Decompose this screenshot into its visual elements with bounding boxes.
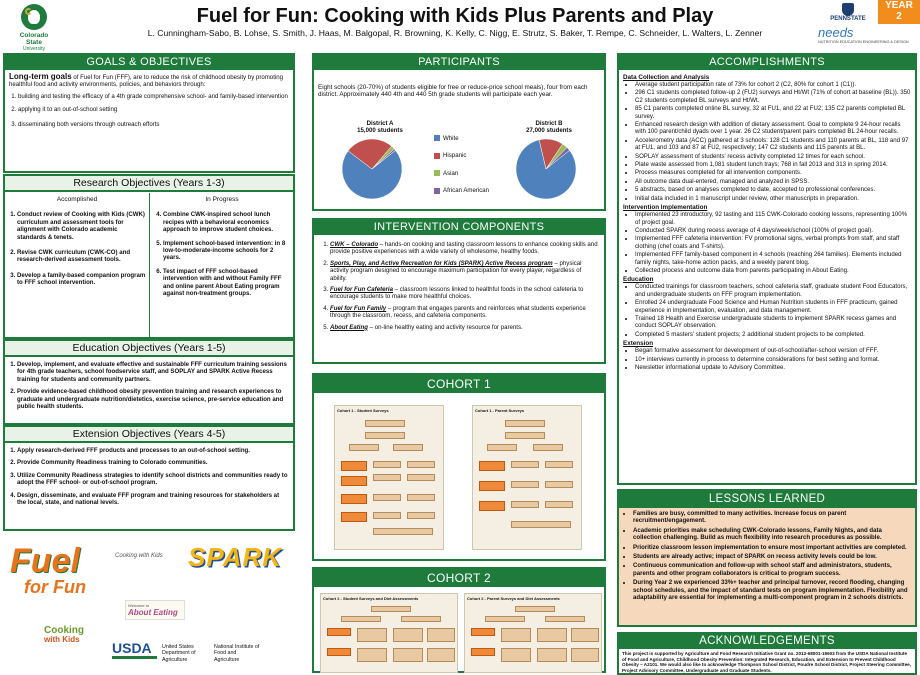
legend-swatch — [434, 135, 440, 141]
intervention-item — [330, 305, 598, 320]
needs-text: needs — [818, 25, 854, 40]
legend-label: Asian — [443, 169, 459, 177]
accomplished-item: 2. Revise CWK curriculum (CWK-CO) and research-derived assessment tools. — [17, 249, 146, 264]
accomplishments-section-heading: Data Collection and Analysis — [623, 74, 710, 81]
accomplishment-item: • Enhanced research design with addition of dietary assessment. Goal to complete 9 24-hour recalls with 100 parent/child dyads over 1 year. 26 C2 student/parent pairs completed BL 24-hour recalls. — [635, 121, 911, 136]
shield-icon — [842, 3, 854, 16]
flow-box — [393, 444, 423, 451]
participants-panel — [312, 53, 606, 211]
flow-box — [471, 628, 495, 636]
flow-box — [487, 444, 517, 451]
longterm-lead: Long-term goals — [9, 72, 72, 81]
flow-box — [373, 461, 401, 468]
flow-box — [365, 432, 405, 439]
participants-title: PARTICIPANTS — [314, 55, 604, 70]
cohort2-panel — [312, 567, 606, 673]
accomplishment-item: • Implemented FFF family-based component in 4 schools (reaching 264 families). Elements included family nights, take-home action packs, and a weekly parent blog. — [635, 251, 911, 266]
usda-agency-text: United States Department of Agriculture — [162, 644, 196, 663]
accomplishment-item: • SOPLAY assessment of students' recess activity completed 12 times for each school. — [635, 153, 911, 160]
figure-caption: Cohort 2 - Student Surveys and Diet Assessments — [323, 596, 419, 601]
flow-box — [373, 512, 401, 519]
flow-box — [501, 628, 531, 642]
intervention-item-desc: – physical activity program designed to encourage maximum participation for every player, regardless of ability. — [330, 259, 582, 282]
intervention-item-name: About Eating — [330, 323, 368, 331]
needs-subtext: NUTRITION EDUCATION ENGINEERING & DESIGN — [818, 40, 909, 44]
accomplishment-item: • Trained 18 Health and Exercise undergraduate students to implement SPARK recess games and conduct SOPLAY observation. — [635, 315, 911, 330]
flow-box — [407, 461, 435, 468]
flow-box — [341, 512, 367, 522]
about-eating-text: About Eating — [128, 608, 178, 617]
accomplishments-section-heading: Extension — [623, 340, 654, 348]
csu-logo-sub: University — [23, 46, 45, 52]
lessons-title: LESSONS LEARNED — [619, 491, 915, 508]
lessons-list — [619, 508, 915, 601]
participants-text: Eight schools (20-70%) of students eligible for free or reduce-price school meals), four from each district. Approximately 440 4th and 440 5th grade students will participate each year. — [318, 84, 588, 99]
flow-box — [357, 648, 387, 662]
lesson-item: • Continuous communication and follow-up with school staff and administrators, students, parents and other program collaborators is critical to program success. — [633, 562, 911, 577]
csu-logo-text: Colorado State — [19, 32, 49, 46]
flow-box — [327, 628, 351, 636]
goal-item: 1. building and testing the efficacy of a 4th grade comprehensive school- and family-based intervention — [18, 93, 289, 100]
intervention-item-desc: – classroom lessons linked to healthful foods in the school cafeteria to encourage students to make more healthful choices. — [330, 286, 584, 301]
cwk-small-text: Cooking with Kids — [115, 553, 163, 559]
intervention-panel — [312, 218, 606, 364]
flow-box — [401, 616, 441, 622]
accomplishment-item: • Plate waste assessed from 1,081 student lunch trays; 768 in fall 2013 and 313 in spring 2014. — [635, 161, 911, 168]
inprogress-label: In Progress — [205, 196, 239, 203]
research-accomplished-col — [5, 193, 150, 337]
year-label: YEAR — [885, 0, 913, 11]
legend-label: African American — [443, 187, 490, 195]
figure-caption: Cohort 1 - Student Surveys — [337, 408, 389, 413]
fuel-text: Fuel — [10, 542, 80, 580]
accomplishment-item: • Began formative assessment for development of out-of-school/after-school version of FFF. — [635, 347, 911, 354]
flow-box — [511, 461, 539, 468]
intervention-item-name: Sports, Play, and Active Recreation for Kids (SPARK) Active Recess program — [330, 259, 553, 267]
flow-box — [373, 528, 433, 535]
extension-item: 3. Utilize Community Readiness strategies to identify school districts and communities ready to adopt the FFF school- or out-of-school program. — [17, 472, 289, 487]
cohort1-student-figure — [334, 405, 444, 550]
goals-title: GOALS & OBJECTIVES — [5, 55, 293, 70]
longterm-goals — [9, 73, 289, 89]
flow-box — [407, 474, 435, 481]
goals-panel — [3, 53, 295, 173]
accomplishment-item: • 296 C1 students completed follow-up 2 (FU2) surveys and Ht/Wt (71% of cohort at baseline (BL)). 350 C2 students completed BL surveys and Ht/Wt. — [635, 89, 911, 104]
accomplishment-item: • Newsletter informational update to Advisory Committee. — [635, 364, 911, 371]
intervention-item — [330, 286, 598, 301]
lesson-item: • Prioritize classroom lesson implementation to ensure most important activities are completed. — [633, 544, 911, 551]
intervention-item-desc: – program that engages parents and reinforces what students experience through the classroom, recess, and cafeteria components. — [330, 304, 586, 320]
flow-box — [349, 444, 379, 451]
cwk-small-logo — [115, 553, 175, 559]
flow-box — [373, 494, 401, 501]
flow-box — [371, 606, 411, 612]
flow-box — [485, 616, 525, 622]
legend-swatch — [434, 188, 440, 194]
lessons-panel — [617, 489, 917, 627]
pie-legend — [434, 135, 514, 195]
acknowledgements-title: ACKNOWLEDGEMENTS — [619, 634, 915, 649]
education-item: 1. Develop, implement, and evaluate effective and sustainable FFF curriculum training sessions for 4th grade teachers, school foodservice staff, and SOPLAY and SPARK Active Recess training for students and community partners. — [17, 361, 289, 383]
cohort1-parent-figure — [472, 405, 582, 550]
flow-box — [427, 648, 455, 662]
inprogress-item: 5. Implement school-based intervention: in 8 low-to-moderate-income schools for 2 years. — [163, 240, 290, 262]
page-title: Fuel for Fun: Cooking with Kids Plus Parents and Play — [196, 5, 714, 27]
flow-box — [515, 606, 555, 612]
nifa-agency-text: National Institute of Food and Agriculture — [214, 644, 260, 663]
inprogress-item: 6. Test impact of FFF school-based intervention with and without Family FFF and online parent About Eating program against non-treatment groups. — [163, 268, 290, 298]
accomplishments-list — [623, 347, 911, 371]
flow-box — [537, 628, 567, 642]
lesson-item: • During Year 2 we experienced 33%+ teacher and principal turnover, record flooding, changing school schedules, and the impact of standard tests on program implementation. Flexibility and adaptability are essential for implementing a multi-component program in 2 schools districts. — [633, 579, 911, 601]
research-panel — [3, 174, 295, 339]
flow-box — [571, 628, 599, 642]
district-b-count: 27,000 students — [526, 127, 572, 135]
goal-item: 3. disseminating both versions through outreach efforts — [18, 121, 289, 128]
flow-box — [357, 628, 387, 642]
intervention-item-desc: – hands-on cooking and tasting classroom lessons to enhance cooking skills and provide positive experiences with a wide variety of wholesome, healthy foods. — [330, 241, 598, 256]
flow-box — [545, 481, 573, 488]
accomplishment-item: • All outcome data dual-entered, managed and analyzed in SPSS. — [635, 178, 911, 185]
accomplished-item: 3. Develop a family-based companion program to FFF school intervention. — [17, 272, 146, 287]
flow-box — [471, 648, 495, 656]
intervention-item — [330, 324, 598, 331]
legend-label: White — [443, 135, 459, 142]
accomplishments-list — [623, 211, 911, 274]
intervention-item-desc: – on-line healthy eating and activity resource for parents. — [367, 323, 523, 331]
accomplishment-item: • 10+ interviews currently in process to determine considerations for best setting and format. — [635, 356, 911, 363]
district-b-label: District B — [535, 120, 563, 127]
accomplishment-item: • Process measures completed for all intervention components. — [635, 169, 911, 176]
research-inprogress-col — [151, 193, 293, 337]
acknowledgements-text: This project is supported by Agriculture and Food Research Initiative Grant no. 2012-68001-19603 from the USDA National Institute of Food and Agriculture, Childhood Obesity Prevention: Integrated Research, Education, and Extension to Prevent Childhood Obesity – A2101. We would also like to acknowledge Thompson School District, Poudre School District, Project Steering Committee, Project Advisory Committee, Undergraduate and Graduate Students. — [622, 651, 911, 673]
flow-box — [327, 648, 351, 656]
extension-item: 4. Design, disseminate, and evaluate FFF program and training resources for stakeholders at the local, state, and national levels. — [17, 492, 289, 507]
flow-box — [393, 628, 423, 642]
cohort1-panel — [312, 373, 606, 561]
flow-box — [501, 648, 531, 662]
flow-box — [479, 461, 505, 471]
accomplishment-item: • Initial data included in 1 manuscript under review, other manuscripts in preparation. — [635, 195, 911, 202]
accomplishment-item: • Average student participation rate of 73% for cohort 2 (C2, 80% for cohort 1 (C1)). — [635, 81, 911, 88]
legend-hispanic — [434, 152, 514, 159]
intervention-item — [330, 241, 598, 256]
flow-box — [511, 521, 571, 528]
flow-box — [545, 616, 585, 622]
accomplishment-item: • 5 abstracts, based on analyses completed to date, accepted to professional conferences. — [635, 186, 911, 193]
cohort2-title: COHORT 2 — [314, 569, 604, 587]
extension-title: Extension Objectives (Years 4-5) — [5, 427, 293, 443]
longterm-text: of Fuel for Fun (FFF), are to reduce the risk of childhood obesity by promoting healthful food and activity environments, policies, and behaviors through: — [9, 74, 284, 89]
intervention-item-name: CWK – Colorado — [330, 241, 379, 248]
cohort2-student-figure — [320, 593, 458, 673]
intervention-item — [330, 260, 598, 282]
inprogress-item: 4. Combine CWK-inspired school lunch recipes with a behavioral economics approach to improve student choices. — [163, 211, 290, 233]
accomplished-list — [5, 211, 149, 286]
legend-white — [434, 135, 514, 142]
district-b-label-group — [504, 120, 594, 135]
figure-caption: Cohort 1 - Parent Surveys — [475, 408, 525, 413]
pennstate-logo — [820, 3, 876, 23]
cooking-text: Cooking — [44, 625, 84, 636]
legend-label: Hispanic — [443, 152, 467, 160]
accomplishment-item: • Completed 5 masters' student projects; 2 additional student projects to be completed. — [635, 331, 911, 338]
cohort2-parent-figure — [464, 593, 602, 673]
ram-icon — [21, 4, 47, 30]
flow-box — [511, 501, 539, 508]
flow-box — [407, 494, 435, 501]
usda-text: USDA — [112, 640, 157, 659]
flow-box — [341, 476, 367, 486]
education-panel — [3, 339, 295, 425]
flow-box — [511, 481, 539, 488]
accomplishment-item: • 85 C1 parents completed online BL survey, 32 at FU1, and 22 at FU2; 135 C2 parents completed BL survey. — [635, 105, 911, 120]
flow-box — [505, 432, 545, 439]
flow-box — [341, 616, 381, 622]
flow-box — [341, 461, 367, 471]
lesson-item: • Students are already active; impact of SPARK on recess activity levels could be low. — [633, 553, 911, 560]
education-list — [5, 357, 293, 410]
accomplishment-item: • Conducted SPARK during recess average of 4 days/week/school (100% of project goal). — [635, 227, 911, 234]
spark-logo: SPARK — [188, 542, 283, 572]
flow-box — [545, 501, 573, 508]
authors-line: L. Cunningham-Sabo, B. Lohse, S. Smith, J. Haas, M. Balgopal, R. Browning, K. Kelly, C. Nigg, E. Strutz, S. Baker, T. Rempe, C. Schneider, L. Walters, L. Zenner — [147, 28, 763, 38]
research-title: Research Objectives (Years 1-3) — [5, 176, 293, 192]
accomplishments-panel — [617, 53, 917, 485]
flow-box — [479, 501, 505, 511]
legend-swatch — [434, 170, 440, 176]
about-eating-small: Welcome to — [128, 603, 150, 608]
flow-box — [479, 481, 505, 491]
flow-box — [407, 512, 435, 519]
flow-box — [393, 648, 423, 662]
district-a-label-group — [340, 120, 420, 135]
flow-box — [533, 444, 563, 451]
accomplishments-body — [619, 70, 915, 371]
intervention-item-name: Fuel for Fun Family — [330, 304, 387, 312]
inprogress-list — [151, 211, 293, 297]
pennstate-text: PENNSTATE — [830, 16, 866, 22]
needs-logo — [818, 26, 918, 45]
extension-item: 1. Apply research-derived FFF products and processes to an out-of-school setting. — [17, 447, 289, 454]
accomplishment-item: • Implemented FFF cafeteria intervention: FV promotional signs, verbal prompts from staff, and staff clothing (chef coats and T-shirts). — [635, 235, 911, 250]
accomplishments-section-heading: Intervention Implementation — [623, 204, 708, 212]
accomplishment-item: • Collected process and outcome data from parents participating in About Eating. — [635, 267, 911, 274]
about-eating-logo — [125, 600, 185, 620]
lesson-item: • Academic priorities make scheduling CWK-Colorado lessons, Family Nights, and data collection challenging. Build as much flexibility into research procedures as possible. — [633, 527, 911, 542]
extension-item: 2. Provide Community Readiness training to Colorado communities. — [17, 459, 289, 466]
goals-list — [9, 93, 289, 128]
flow-box — [505, 420, 545, 427]
legend-african-american — [434, 187, 514, 194]
csu-logo — [14, 4, 54, 52]
flow-box — [571, 648, 599, 662]
accomplishments-list — [623, 283, 911, 338]
education-item: 2. Provide evidence-based childhood obesity prevention training and research experiences to graduate and undergraduate nutrition/dietetics, exercise science, pre-service education and public health students. — [17, 388, 289, 410]
year-number: 2 — [896, 11, 902, 22]
flow-box — [427, 628, 455, 642]
figure-caption: Cohort 2 - Parent Surveys and Diet Assessments — [467, 596, 560, 601]
accomplishments-title: ACCOMPLISHMENTS — [619, 55, 915, 70]
accomplishment-item: • Accelerometry data (ACC) gathered at 3 schools: 128 C1 students and 110 parents at BL, 118 and 97 at FU1, and 103 and 87 at FU2, respectively; 147 C2 students and 115 parents at BL. — [635, 137, 911, 152]
goal-item: 2. applying it to an out-of-school setting — [18, 106, 289, 113]
accomplishments-section-heading: Education — [623, 276, 654, 284]
intervention-item-name: Fuel for Fun Cafeteria — [330, 286, 393, 294]
cohort1-title: COHORT 1 — [314, 375, 604, 393]
flow-box — [341, 494, 367, 504]
district-b-pie — [514, 137, 578, 201]
accomplishment-item: • Enrolled 24 undergraduate Food Science and Human Nutrition students in FFF practicum, gained experience in implementation, evaluation, and data management. — [635, 299, 911, 314]
accomplishment-item: • Implemented 23 introductory, 92 tasting and 115 CWK-Colorado cooking lessons, representing 100% of project goal. — [635, 211, 911, 226]
intervention-list — [314, 235, 604, 331]
flow-box — [537, 648, 567, 662]
accomplishment-item: • Conducted trainings for classroom teachers, school cafeteria staff, graduate student Food Educators, and undergraduate students on FFF program implementation. — [635, 283, 911, 298]
flow-box — [365, 420, 405, 427]
legend-asian — [434, 170, 514, 177]
district-a-pie — [340, 137, 404, 201]
accomplishments-list — [623, 81, 911, 202]
usda-logo — [112, 640, 157, 668]
lesson-item: • Families are busy, committed to many activities. Increase focus on parent recruitment/engagement. — [633, 510, 911, 525]
acknowledgements-panel — [617, 632, 917, 675]
district-a-count: 15,000 students — [357, 127, 403, 135]
year-badge — [878, 0, 920, 24]
district-a-label: District A — [366, 120, 394, 127]
cwk-logo — [44, 626, 104, 644]
legend-swatch — [434, 153, 440, 159]
intervention-title: INTERVENTION COMPONENTS — [314, 220, 604, 235]
accomplished-label: Accomplished — [56, 196, 98, 203]
flow-box — [545, 461, 573, 468]
extension-list — [5, 443, 293, 506]
flow-box — [373, 474, 401, 481]
fuel-for-fun-logo — [10, 542, 105, 597]
extension-panel — [3, 425, 295, 531]
for-fun-text: for Fun — [24, 577, 86, 597]
with-kids-text: with Kids — [44, 635, 80, 644]
education-title: Education Objectives (Years 1-5) — [5, 341, 293, 357]
accomplished-item: 1. Conduct review of Cooking with Kids (CWK) curriculum and assessment tools for alignment with Colorado academic standards & tenets. — [17, 211, 146, 241]
